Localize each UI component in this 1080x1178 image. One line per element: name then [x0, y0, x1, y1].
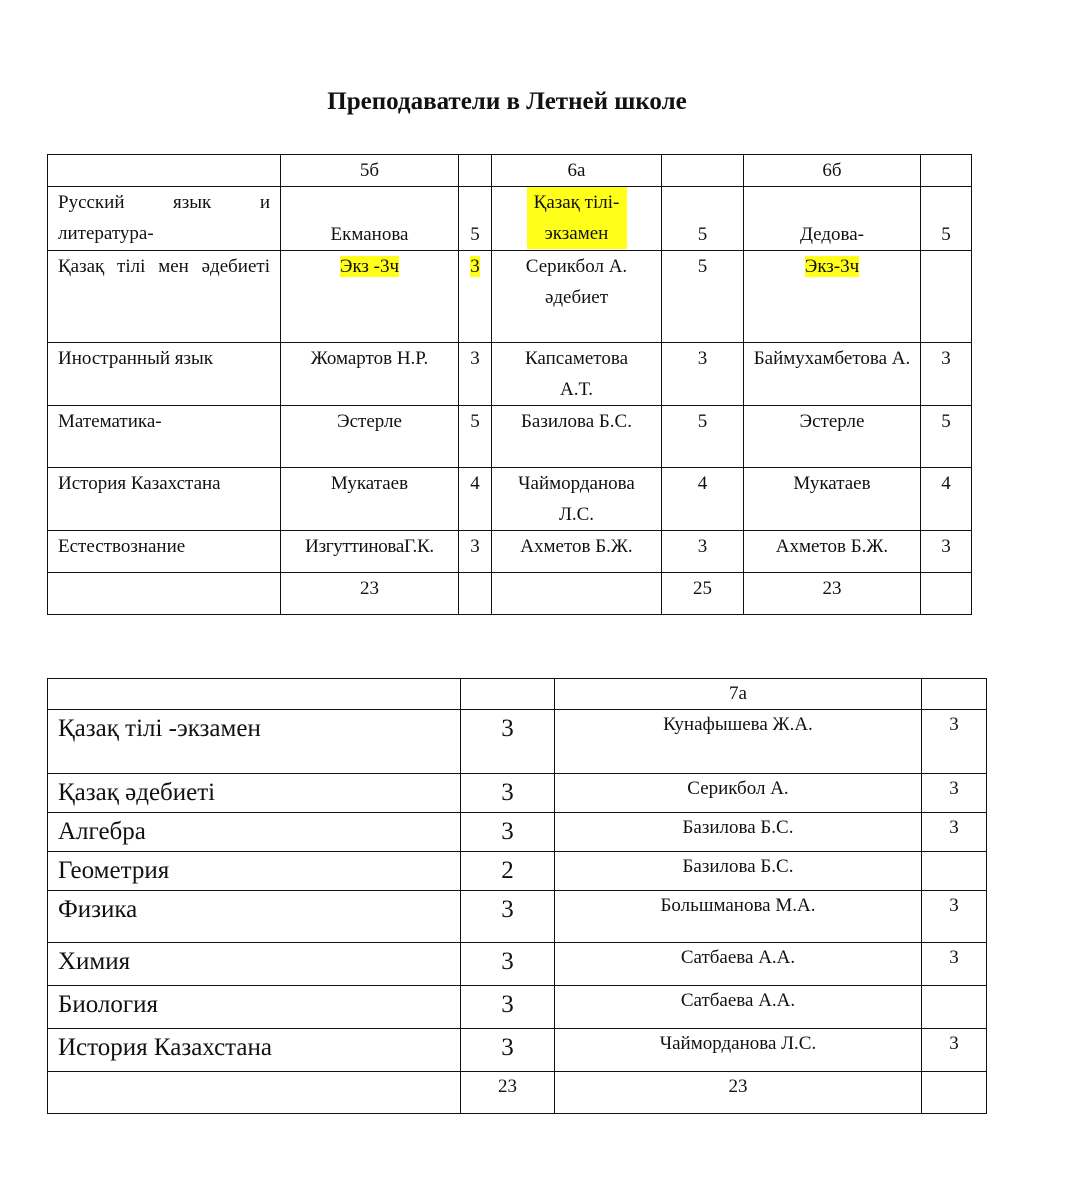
- header-class-6b: 6б: [744, 155, 921, 187]
- teacher-cell: Капсаметова А.Т.: [492, 343, 662, 406]
- hours-cell: [922, 986, 987, 1029]
- hours-cell: 3: [922, 943, 987, 986]
- table-row: [48, 1029, 987, 1072]
- hours-cell: 3: [921, 343, 972, 406]
- header-cell: [662, 155, 744, 187]
- subject-cell: Естествознание: [48, 531, 281, 573]
- subject-cell: Қазақ тілі -экзамен: [48, 710, 461, 774]
- hours-cell: 3: [461, 1029, 555, 1072]
- hours-cell: 3: [461, 891, 555, 943]
- totals-label-cell: [48, 1072, 461, 1114]
- subject-cell: Қазақ әдебиеті: [48, 774, 461, 813]
- hours-cell: 3: [461, 710, 555, 774]
- hours-cell: [922, 852, 987, 891]
- hours-cell: 3: [459, 531, 492, 573]
- subject-cell: Русский язык и литература-: [48, 187, 281, 251]
- header-cell: [461, 679, 555, 710]
- teacher-cell: [492, 187, 662, 251]
- highlighted-text: Қазақ тілі-экзамен: [527, 187, 627, 249]
- total-cell: [921, 573, 972, 615]
- header-cell: [48, 679, 461, 710]
- hours-cell: 3: [461, 813, 555, 852]
- subject-cell: Математика-: [48, 406, 281, 468]
- hours-cell: [921, 251, 972, 343]
- teacher-cell: Чайморданова Л.С.: [555, 1029, 922, 1072]
- teacher-cell: Базилова Б.С.: [555, 813, 922, 852]
- table-row: [48, 251, 972, 343]
- hours-cell: 3: [922, 813, 987, 852]
- teacher-cell: Большманова М.А.: [555, 891, 922, 943]
- hours-cell: 3: [461, 943, 555, 986]
- hours-cell: 5: [662, 406, 744, 468]
- subject-cell: Алгебра: [48, 813, 461, 852]
- totals-row: [48, 1072, 987, 1114]
- teacher-cell: Эстерле: [744, 406, 921, 468]
- teacher-cell: [492, 251, 662, 343]
- table-row: [48, 343, 972, 406]
- hours-cell: 5: [921, 406, 972, 468]
- teacher-text: Серикбол А. әдебиет: [525, 256, 628, 308]
- table-row: [48, 406, 972, 468]
- total-cell: [922, 1072, 987, 1114]
- hours-cell: 3: [922, 1029, 987, 1072]
- hours-cell: 3: [662, 343, 744, 406]
- teachers-table-5-6: [47, 154, 972, 615]
- table-row: [48, 710, 987, 774]
- subject-cell: История Казахстана: [48, 1029, 461, 1072]
- total-hours: 23: [461, 1072, 555, 1114]
- page-title: Преподаватели в Летней школе: [327, 88, 687, 115]
- teacher-cell: Баймухамбетова А.: [744, 343, 921, 406]
- hours-cell: 4: [459, 468, 492, 531]
- hours-cell: 5: [662, 187, 744, 251]
- subject-cell: Иностранный язык: [48, 343, 281, 406]
- teacher-cell: Базилова Б.С.: [492, 406, 662, 468]
- teacher-cell: [281, 251, 459, 343]
- table-row: [48, 943, 987, 986]
- hours-cell: 5: [459, 406, 492, 468]
- subject-cell: Қазақ тілі мен әдебиеті: [48, 251, 281, 343]
- header-cell: [48, 155, 281, 187]
- table-row: [48, 852, 987, 891]
- header-class-5b: 5б: [281, 155, 459, 187]
- teacher-cell: Сатбаева А.А.: [555, 986, 922, 1029]
- teacher-cell: Жомартов Н.Р.: [281, 343, 459, 406]
- hours-cell: 2: [461, 852, 555, 891]
- table-row: [48, 813, 987, 852]
- total-6b: 23: [744, 573, 921, 615]
- teacher-cell: Ахметов Б.Ж.: [744, 531, 921, 573]
- hours-cell: 3: [922, 774, 987, 813]
- subject-cell: Физика: [48, 891, 461, 943]
- totals-row: [48, 573, 972, 615]
- teacher-cell: Дедова-: [744, 187, 921, 251]
- highlighted-text: Экз-3ч: [804, 256, 860, 277]
- highlighted-text: 3: [470, 256, 480, 277]
- subject-cell: Биология: [48, 986, 461, 1029]
- table-header-row: [48, 679, 987, 710]
- header-cell: [921, 155, 972, 187]
- hours-cell: 5: [921, 187, 972, 251]
- teachers-table-7a: [47, 678, 987, 1114]
- teacher-cell: ИзгуттиноваГ.К.: [281, 531, 459, 573]
- subject-cell: Химия: [48, 943, 461, 986]
- teacher-cell: Ахметов Б.Ж.: [492, 531, 662, 573]
- hours-cell: 4: [662, 468, 744, 531]
- subject-cell: Геометрия: [48, 852, 461, 891]
- teacher-cell: Чайморданова Л.С.: [492, 468, 662, 531]
- hours-cell: 5: [459, 187, 492, 251]
- hours-cell: 3: [922, 710, 987, 774]
- hours-cell: 4: [921, 468, 972, 531]
- hours-cell: [459, 251, 492, 343]
- table-row: [48, 774, 987, 813]
- table-row: [48, 891, 987, 943]
- hours-cell: 3: [921, 531, 972, 573]
- hours-cell: 3: [459, 343, 492, 406]
- table-header-row: [48, 155, 972, 187]
- header-cell: [922, 679, 987, 710]
- teacher-cell: Мукатаев: [744, 468, 921, 531]
- teacher-cell: [744, 251, 921, 343]
- hours-cell: 3: [461, 774, 555, 813]
- totals-label-cell: [48, 573, 281, 615]
- highlighted-text: Экз -3ч: [339, 256, 400, 277]
- teacher-cell: Сатбаева А.А.: [555, 943, 922, 986]
- teacher-cell: Кунафышева Ж.А.: [555, 710, 922, 774]
- subject-cell: История Казахстана: [48, 468, 281, 531]
- total-6a: 25: [662, 573, 744, 615]
- header-class-6a: 6а: [492, 155, 662, 187]
- hours-cell: 3: [662, 531, 744, 573]
- hours-cell: 3: [922, 891, 987, 943]
- total-cell: [492, 573, 662, 615]
- total-cell: [459, 573, 492, 615]
- total-5b: 23: [281, 573, 459, 615]
- table-row: [48, 986, 987, 1029]
- teacher-cell: Серикбол А.: [555, 774, 922, 813]
- teacher-cell: Екманова: [281, 187, 459, 251]
- teacher-cell: Эстерле: [281, 406, 459, 468]
- hours-cell: 3: [461, 986, 555, 1029]
- header-cell: [459, 155, 492, 187]
- hours-cell: 5: [662, 251, 744, 343]
- table-row: [48, 468, 972, 531]
- table-row: [48, 531, 972, 573]
- table-row: [48, 187, 972, 251]
- teacher-cell: Базилова Б.С.: [555, 852, 922, 891]
- total-7a: 23: [555, 1072, 922, 1114]
- header-class-7a: 7а: [555, 679, 922, 710]
- teacher-cell: Мукатаев: [281, 468, 459, 531]
